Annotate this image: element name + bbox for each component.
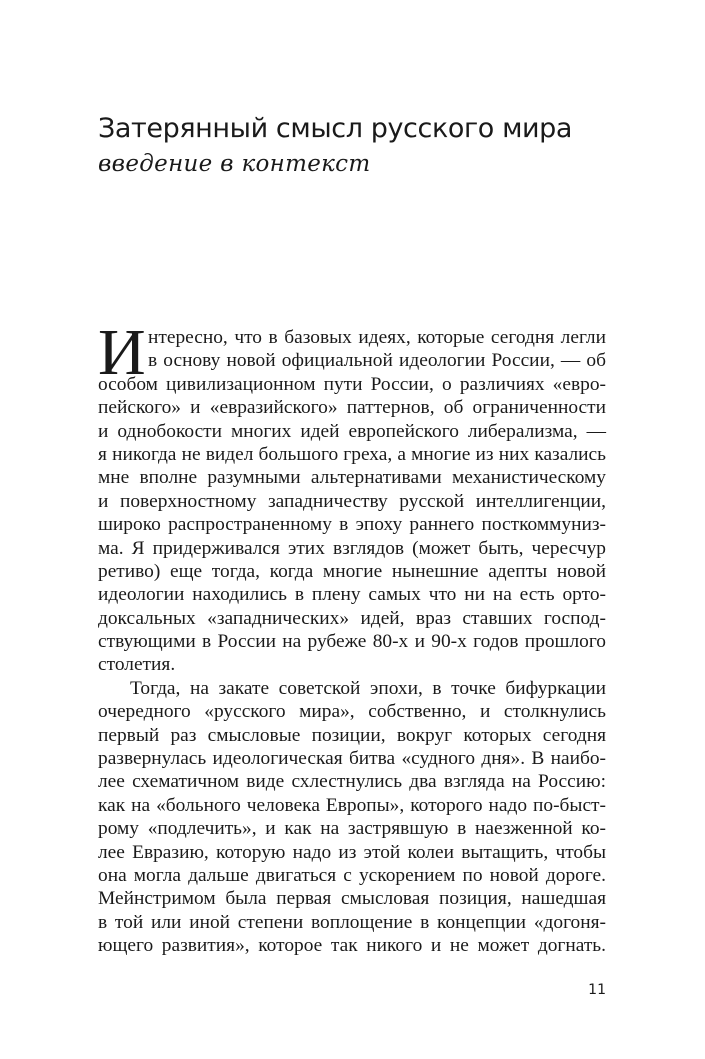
text-line: я никогда не видел большого греха, а многие из них казались — [98, 443, 606, 465]
text-line: как на «больного человека Европы», которого надо по-быст- — [98, 794, 606, 816]
text-line: в основу новой официальной идеологии России, — об — [148, 350, 606, 372]
text-line: лее схематичном виде схлестнулись два взгляда на Россию: — [98, 771, 606, 793]
chapter-subtitle: введение в контекст — [98, 151, 371, 177]
body-text — [98, 316, 606, 958]
text-line: мне вполне разумными альтернативами механистическому — [98, 467, 606, 489]
text-line: доксальных «западнических» идей, враз ставших господ- — [98, 607, 606, 629]
text-line: столетия. — [98, 654, 176, 676]
text-line: лее Евразию, которую надо из этой колеи вытащить, чтобы — [98, 841, 606, 863]
text-line: в той или иной степени воплощение в концепции «догоня- — [98, 911, 606, 933]
chapter-title: Затерянный смысл русского мира — [98, 113, 573, 144]
text-line: нтересно, что в базовых идеях, которые сегодня легли — [148, 327, 606, 348]
text-line: особом цивилизационном пути России, о различиях «евро- — [98, 373, 606, 395]
text-line: она могла дальше двигаться с ускорением по новой дороге. — [98, 864, 606, 886]
text-line: пейского» и «евразийского» паттернов, об ограниченности — [98, 397, 606, 419]
text-line: идеологии находились в плену самых что ни на есть орто- — [98, 584, 606, 606]
text-line: очередного «русского мира», собственно, и столкнулись — [98, 701, 606, 723]
text-line: Тогда, на закате советской эпохи, в точке бифуркации — [130, 677, 606, 699]
text-line: широко распространенному в эпоху раннего посткоммуниз- — [98, 514, 606, 536]
text-line: первый раз смысловые позиции, вокруг которых сегодня — [98, 724, 606, 746]
text-line: ма. Я придерживался этих взглядов (может быть, чересчур — [98, 537, 606, 559]
text-line: и однобокости многих идей европейского либерализма, — — [98, 420, 606, 442]
text-line: ствующими в России на рубеже 80-х и 90-х годов прошлого — [98, 631, 606, 653]
text-line: ретиво) еще тогда, когда многие нынешние адепты новой — [98, 560, 606, 582]
text-line: развернулась идеологическая битва «судного дня». В наибо- — [98, 748, 606, 770]
text-line: рому «подлечить», и как на застрявшую в наезженной ко- — [98, 818, 606, 840]
drop-cap: И — [98, 316, 146, 389]
text-line: ющего развития», которое так никого и не может догнать. — [98, 935, 606, 957]
page-number: 11 — [588, 982, 606, 998]
text-line: Мейнстримом была первая смысловая позиция, нашедшая — [98, 888, 606, 910]
text-line: и поверхностному западничеству русской интеллигенции, — [98, 490, 606, 512]
